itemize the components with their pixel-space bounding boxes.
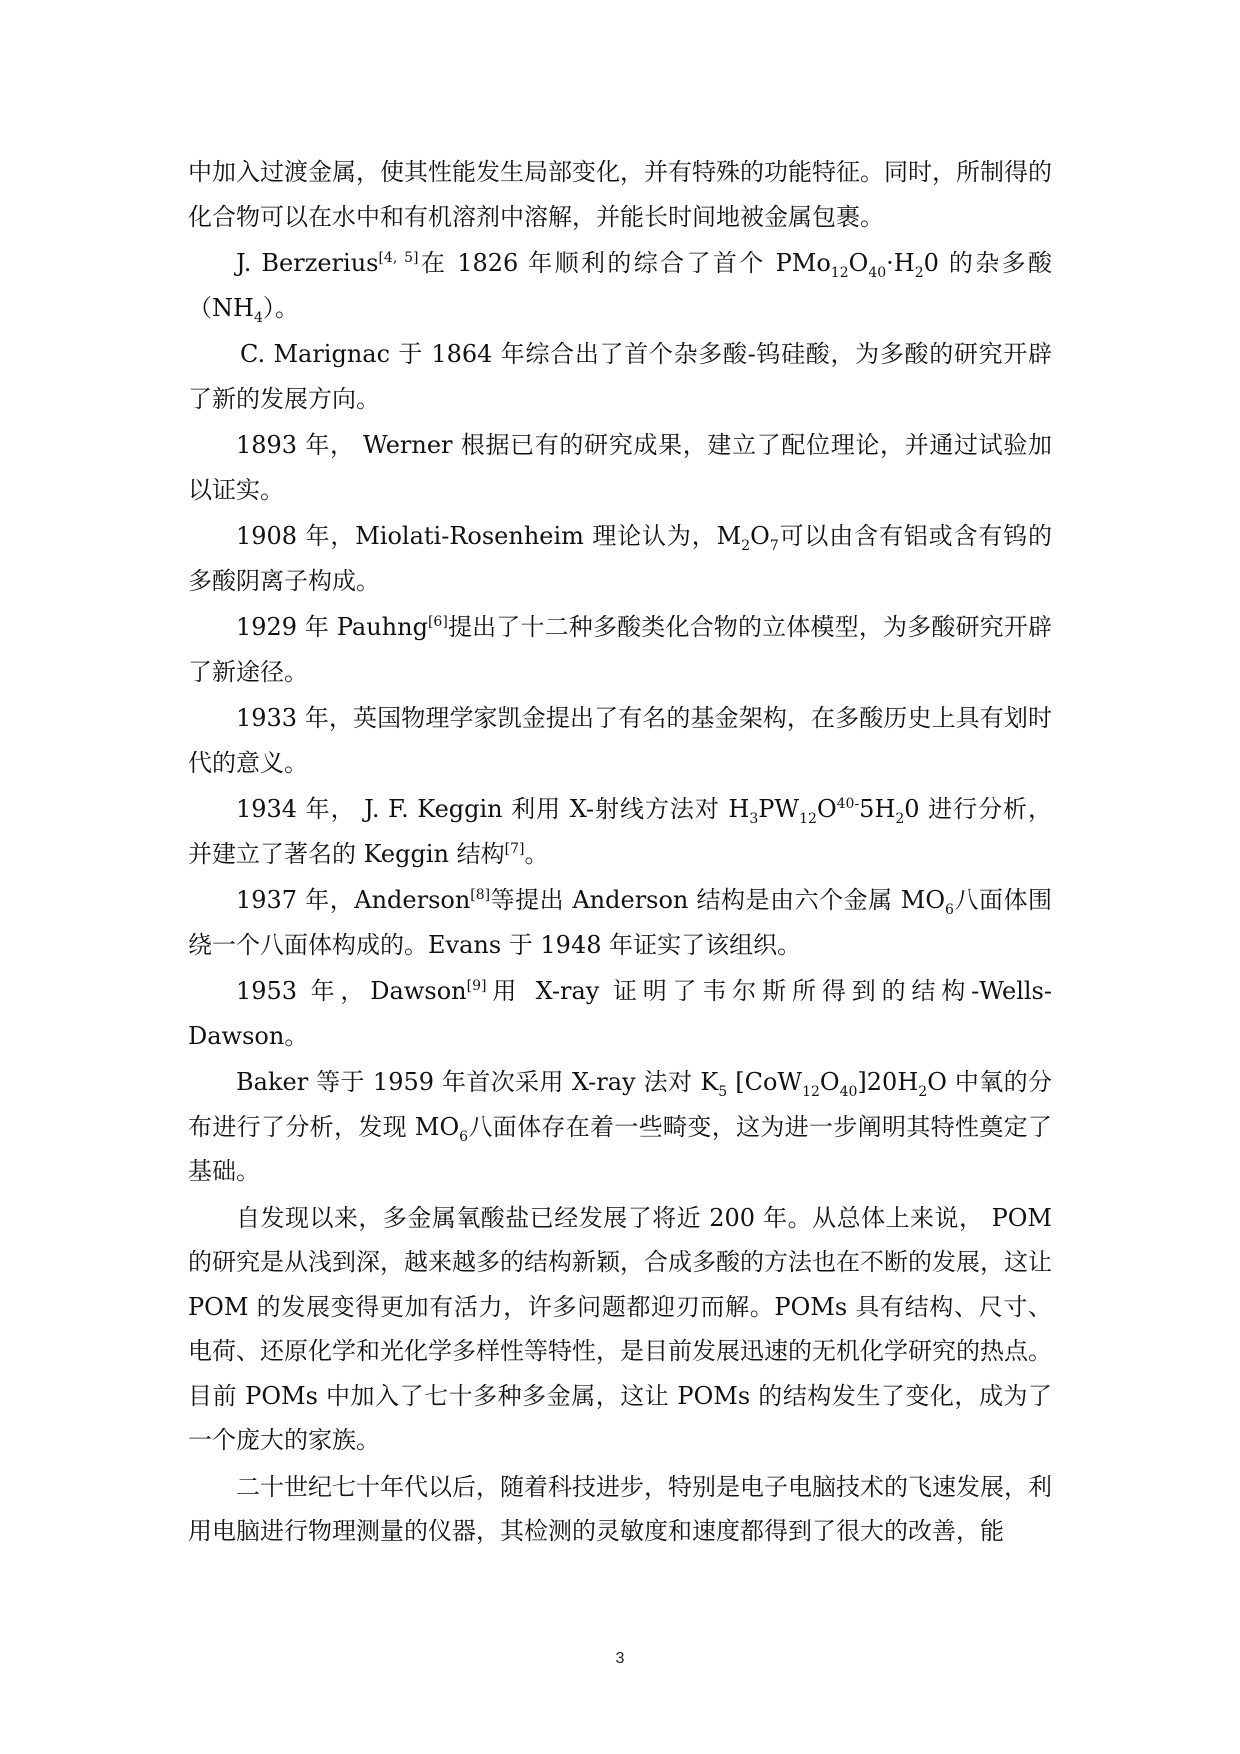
subscript: 12	[799, 810, 817, 827]
text-run: PW	[758, 795, 800, 823]
subscript: 6	[459, 1128, 469, 1145]
text-run: 0 的杂多酸（NH	[188, 249, 1052, 322]
subscript: 4	[253, 309, 263, 326]
citation-ref: [8]	[470, 887, 491, 903]
text-run: 5H	[859, 795, 896, 823]
text-run: 1937 年，Anderson	[236, 886, 471, 914]
superscript: 40-	[836, 796, 860, 812]
text-run: ）。	[262, 293, 299, 322]
subscript: 40	[868, 264, 887, 281]
text-run: ·H	[886, 249, 915, 277]
subscript: 12	[830, 264, 849, 281]
paragraph-miolati	[188, 514, 1052, 603]
text-run: 1908 年，Miolati-Rosenheim 理论认为，M	[236, 522, 742, 550]
subscript: 2	[895, 810, 905, 827]
text-run: 提出了十二种多酸类化合物的立体模型，为多酸研究开辟了新途径。	[188, 613, 1052, 686]
text-run: 1929 年 Pauhng	[236, 613, 428, 641]
text-run: O 中氧的分布进行了分析，发现 MO	[188, 1068, 1053, 1141]
subscript: 5	[718, 1083, 728, 1100]
paragraph-anderson	[188, 878, 1052, 967]
subscript: 40	[839, 1083, 858, 1100]
text-run: 。	[524, 839, 549, 868]
text-run: O	[816, 795, 837, 823]
text-run: 1953 年，Dawson	[236, 977, 467, 1005]
page-number: 3	[615, 1650, 625, 1667]
subscript: 12	[802, 1083, 820, 1100]
text-run: 可以由含有铝或含有钨的多酸阴离子构成。	[188, 522, 1052, 595]
subscript: 7	[769, 537, 779, 554]
text-run: J. Berzerius	[236, 249, 379, 277]
text-run: 1934 年， J. F. Keggin 利用 X-射线方法对 H	[236, 795, 750, 823]
text-run: 八面体存在着一些畸变，这为进一步阐明其特性奠定了基础。	[188, 1112, 1052, 1185]
text-run: O	[750, 522, 770, 550]
paragraph-overview: 自发现以来，多金属氧酸盐已经发展了将近 200 年。从总体上来说， POM 的研究是从浅到深，越来越多的结构新颖，合成多酸的方法也在不断的发展，这让 POM 的发展变得更加有活力，许多问题都迎刃而解。POMs 具有结构、尺寸、电荷、还原化学和光化学多样性等特性，是目前发展迅速的无机化学研究的热点。目前 POMs 中加入了七十多种多金属，这让 POMs 的结构发生了变化，成为了一个庞大的家族。	[188, 1203, 1052, 1454]
paragraph-berzerius	[188, 241, 1052, 330]
citation-ref: [9]	[466, 978, 487, 994]
subscript: 2	[741, 537, 751, 554]
citation-ref: [7]	[504, 840, 525, 857]
paragraph-pauhng	[188, 605, 1052, 694]
text-run: 等提出 Anderson 结构是由六个金属 MO	[490, 886, 946, 914]
document-body	[188, 150, 1052, 1556]
subscript: 3	[749, 810, 759, 827]
text-run: 0 进行分析，并建立了著名的 Keggin 结构	[188, 795, 1052, 868]
paragraph-1970s: 二十世纪七十年代以后，随着科技进步，特别是电子电脑技术的飞速发展，利用电脑进行物理测量的仪器，其检测的灵敏度和速度都得到了很大的改善，能	[188, 1472, 1052, 1545]
text-run: O	[848, 249, 869, 277]
paragraph-continuation: 中加入过渡金属，使其性能发生局部变化，并有特殊的功能特征。同时，所制得的化合物可以在水中和有机溶剂中溶解，并能长时间地被金属包裹。	[188, 158, 1052, 231]
paragraph-dawson	[188, 969, 1052, 1058]
subscript: 6	[945, 901, 954, 918]
text-run: Baker 等于 1959 年首次采用 X-ray 法对 K	[236, 1068, 719, 1096]
subscript: 2	[914, 264, 924, 281]
text-run: 用 X-ray 证明了韦尔斯所得到的结构-Wells-Dawson。	[188, 977, 1052, 1050]
subscript: 2	[918, 1083, 928, 1100]
paragraph-1933: 1933 年，英国物理学家凯金提出了有名的基金架构，在多酸历史上具有划时代的意义。	[188, 704, 1052, 777]
paragraph-baker	[188, 1060, 1052, 1194]
citation-ref: [4, 5]	[378, 250, 419, 266]
paragraph-keggin	[188, 787, 1052, 876]
text-run: O	[819, 1068, 840, 1096]
text-run: 在 1826 年顺利的综合了首个 PMo	[418, 249, 831, 277]
text-run: 八面体围绕一个八面体构成的。Evans 于 1948 年证实了该组织。	[188, 886, 1053, 959]
text-run: ]20H	[857, 1068, 919, 1096]
paragraph-marignac: C. Marignac 于 1864 年综合出了首个杂多酸-钨硅酸，为多酸的研究开辟了新的发展方向。	[188, 340, 1052, 413]
citation-ref: [6]	[427, 614, 448, 630]
paragraph-werner: 1893 年， Werner 根据已有的研究成果，建立了配位理论，并通过试验加以证实。	[188, 431, 1052, 504]
text-run: [CoW	[727, 1068, 803, 1096]
